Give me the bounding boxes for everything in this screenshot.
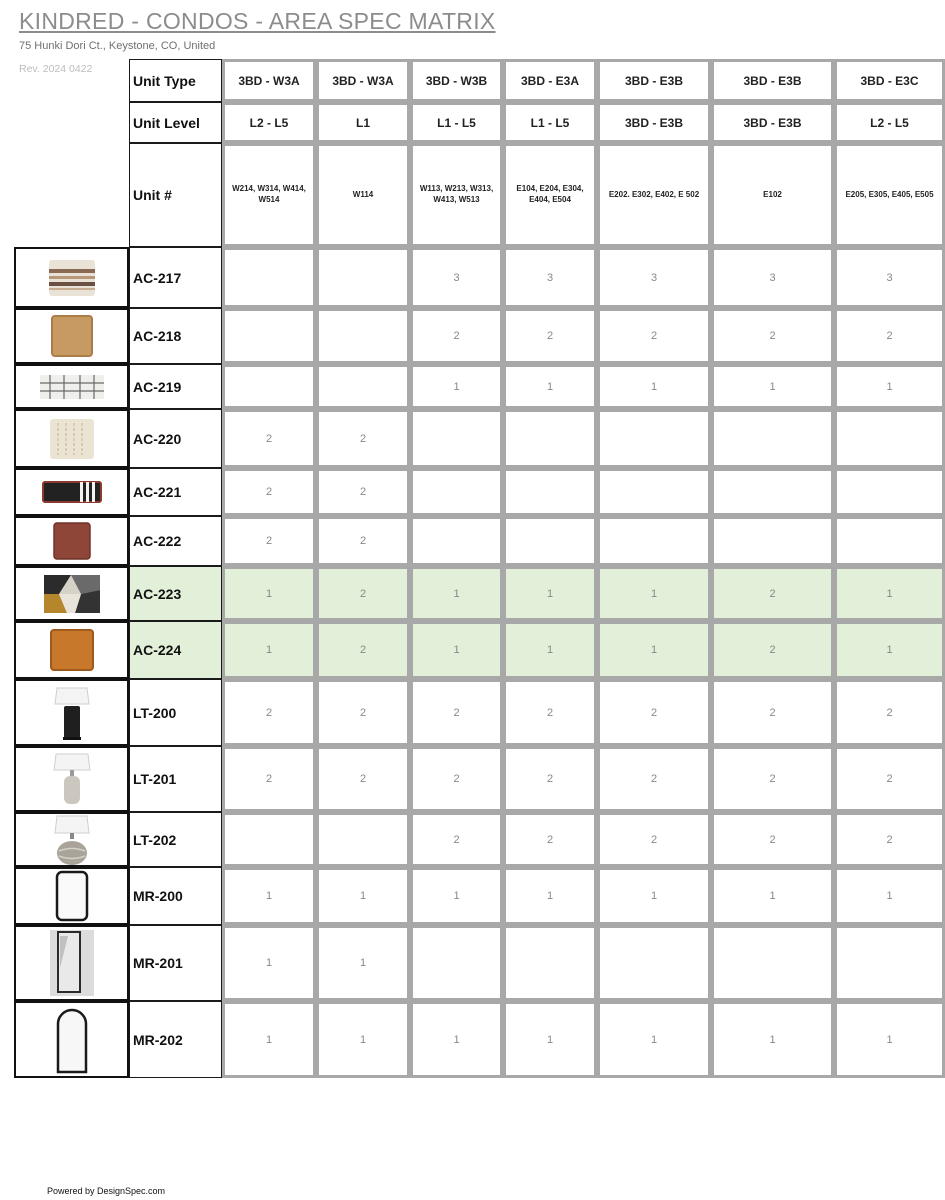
quantity-cell	[410, 409, 503, 468]
item-code: AC-217	[129, 247, 222, 308]
revision-label: Rev. 2024 0422	[19, 63, 93, 75]
quantity-cell: 2	[503, 746, 597, 812]
quantity-cell: 2	[503, 308, 597, 364]
quantity-cell: 1	[597, 364, 711, 409]
quantity-cell: 2	[222, 516, 316, 566]
page-title: KINDRED - CONDOS - AREA SPEC MATRIX	[19, 8, 496, 34]
quantity-cell: 1	[834, 621, 945, 679]
quantity-cell	[711, 925, 834, 1001]
column-header-units: W114	[316, 143, 410, 247]
quantity-cell: 1	[410, 867, 503, 925]
item-code: AC-223	[129, 566, 222, 621]
quantity-cell: 2	[834, 308, 945, 364]
quantity-cell: 2	[711, 812, 834, 867]
quantity-cell	[316, 812, 410, 867]
quantity-cell: 1	[222, 566, 316, 621]
quantity-cell	[316, 364, 410, 409]
quantity-cell: 2	[222, 679, 316, 746]
quantity-cell: 1	[503, 364, 597, 409]
column-header-units: E104, E204, E304, E404, E504	[503, 143, 597, 247]
quantity-cell	[834, 925, 945, 1001]
column-header-type: 3BD - W3A	[316, 59, 410, 102]
quantity-cell: 2	[711, 566, 834, 621]
quantity-cell: 1	[711, 364, 834, 409]
header-row-label: Unit Type	[129, 59, 222, 102]
quantity-cell	[410, 468, 503, 516]
column-header-level: 3BD - E3B	[711, 102, 834, 143]
column-header-type: 3BD - W3B	[410, 59, 503, 102]
quantity-cell: 1	[316, 1001, 410, 1078]
quantity-cell: 2	[597, 812, 711, 867]
quantity-cell: 2	[711, 679, 834, 746]
column-header-units: W214, W314, W414, W514	[222, 143, 316, 247]
quantity-cell: 1	[410, 1001, 503, 1078]
quantity-cell	[503, 468, 597, 516]
quantity-cell: 3	[503, 247, 597, 308]
item-code: AC-218	[129, 308, 222, 364]
quantity-cell: 2	[316, 566, 410, 621]
quantity-cell: 2	[222, 468, 316, 516]
quantity-cell: 2	[711, 308, 834, 364]
item-code: AC-224	[129, 621, 222, 679]
product-image	[14, 409, 129, 468]
column-header-level: L1 - L5	[410, 102, 503, 143]
product-image	[14, 468, 129, 516]
quantity-cell: 2	[834, 679, 945, 746]
product-image	[14, 364, 129, 409]
rounded-mirror-icon	[52, 869, 92, 923]
product-image	[14, 566, 129, 621]
quantity-cell	[597, 925, 711, 1001]
product-image	[14, 621, 129, 679]
item-code: MR-200	[129, 867, 222, 925]
quantity-cell: 1	[410, 621, 503, 679]
column-header-type: 3BD - E3B	[597, 59, 711, 102]
quantity-cell: 2	[316, 746, 410, 812]
quantity-cell	[222, 364, 316, 409]
quantity-cell: 2	[711, 746, 834, 812]
item-code: LT-201	[129, 746, 222, 812]
column-header-level: L2 - L5	[834, 102, 945, 143]
column-header-level: L1 - L5	[503, 102, 597, 143]
quantity-cell	[503, 925, 597, 1001]
orange-pillow-icon	[46, 626, 98, 674]
quantity-cell: 1	[597, 566, 711, 621]
quantity-cell: 2	[316, 468, 410, 516]
quantity-cell: 2	[410, 308, 503, 364]
quantity-cell: 3	[834, 247, 945, 308]
plaid-lumbar-pillow-icon	[37, 372, 107, 402]
quantity-cell: 2	[597, 308, 711, 364]
product-image	[14, 247, 129, 308]
item-code: LT-200	[129, 679, 222, 746]
quantity-cell: 1	[316, 867, 410, 925]
footer-credit: Powered by DesignSpec.com	[47, 1186, 166, 1196]
quantity-cell: 1	[597, 621, 711, 679]
quantity-cell	[834, 516, 945, 566]
quantity-cell: 1	[222, 621, 316, 679]
item-code: AC-219	[129, 364, 222, 409]
arched-mirror-icon	[52, 1004, 92, 1076]
quantity-cell: 1	[316, 925, 410, 1001]
column-header-units: W113, W213, W313, W413, W513	[410, 143, 503, 247]
column-header-type: 3BD - E3B	[711, 59, 834, 102]
quantity-cell: 1	[834, 867, 945, 925]
striped-pillow-icon	[46, 256, 98, 300]
quantity-cell	[711, 468, 834, 516]
quantity-cell: 3	[597, 247, 711, 308]
header-row-label: Unit #	[129, 143, 222, 247]
quantity-cell	[503, 409, 597, 468]
quantity-cell: 2	[410, 812, 503, 867]
item-code: AC-220	[129, 409, 222, 468]
quantity-cell: 2	[410, 679, 503, 746]
item-code: LT-202	[129, 812, 222, 867]
quantity-cell: 2	[222, 409, 316, 468]
product-image	[14, 925, 129, 1001]
quantity-cell: 2	[711, 621, 834, 679]
black-table-lamp-icon	[50, 684, 94, 742]
quantity-cell	[597, 468, 711, 516]
product-image	[14, 1001, 129, 1078]
quantity-cell	[222, 247, 316, 308]
quantity-cell: 2	[316, 679, 410, 746]
quantity-cell: 1	[834, 1001, 945, 1078]
column-header-type: 3BD - W3A	[222, 59, 316, 102]
quantity-cell	[597, 516, 711, 566]
quantity-cell: 2	[503, 679, 597, 746]
quantity-cell: 1	[711, 867, 834, 925]
quantity-cell: 2	[503, 812, 597, 867]
quantity-cell	[834, 468, 945, 516]
project-address: 75 Hunki Dori Ct., Keystone, CO, United	[19, 40, 216, 52]
column-header-type: 3BD - E3A	[503, 59, 597, 102]
rust-pillow-icon	[47, 519, 97, 563]
geometric-pillow-icon	[41, 572, 103, 616]
quantity-cell: 2	[410, 746, 503, 812]
quantity-cell: 3	[711, 247, 834, 308]
quantity-cell: 2	[834, 746, 945, 812]
quantity-cell: 3	[410, 247, 503, 308]
stone-table-lamp-icon	[50, 750, 94, 808]
quantity-cell	[222, 812, 316, 867]
quantity-cell	[316, 247, 410, 308]
item-code: AC-222	[129, 516, 222, 566]
quantity-cell: 1	[503, 867, 597, 925]
product-image	[14, 308, 129, 364]
quantity-cell: 2	[316, 516, 410, 566]
quantity-cell: 1	[834, 566, 945, 621]
item-code: AC-221	[129, 468, 222, 516]
quantity-cell	[222, 308, 316, 364]
quantity-cell	[711, 516, 834, 566]
quantity-cell: 2	[316, 409, 410, 468]
quantity-cell: 2	[222, 746, 316, 812]
column-header-units: E102	[711, 143, 834, 247]
floor-mirror-icon	[48, 928, 96, 998]
quantity-cell: 1	[410, 364, 503, 409]
quantity-cell	[597, 409, 711, 468]
quantity-cell: 2	[597, 679, 711, 746]
column-header-level: 3BD - E3B	[597, 102, 711, 143]
quantity-cell	[711, 409, 834, 468]
quantity-cell: 1	[222, 1001, 316, 1078]
quantity-cell: 1	[834, 364, 945, 409]
column-header-units: E202. E302, E402, E 502	[597, 143, 711, 247]
quantity-cell	[410, 516, 503, 566]
quantity-cell: 1	[222, 867, 316, 925]
quantity-cell: 1	[222, 925, 316, 1001]
product-image	[14, 746, 129, 812]
quantity-cell	[316, 308, 410, 364]
header-row-label: Unit Level	[129, 102, 222, 143]
quantity-cell	[410, 925, 503, 1001]
quantity-cell	[834, 409, 945, 468]
quantity-cell: 1	[711, 1001, 834, 1078]
column-header-type: 3BD - E3C	[834, 59, 945, 102]
quantity-cell: 2	[834, 812, 945, 867]
quantity-cell: 1	[597, 1001, 711, 1078]
quantity-cell: 1	[503, 566, 597, 621]
black-lumbar-pillow-icon	[40, 477, 104, 507]
quantity-cell: 1	[503, 621, 597, 679]
quantity-cell: 2	[316, 621, 410, 679]
item-code: MR-202	[129, 1001, 222, 1078]
quantity-cell: 1	[503, 1001, 597, 1078]
quantity-cell: 1	[410, 566, 503, 621]
round-stone-lamp-icon	[50, 813, 94, 867]
quantity-cell: 2	[597, 746, 711, 812]
product-image	[14, 679, 129, 746]
quantity-cell: 1	[597, 867, 711, 925]
tan-pillow-icon	[46, 313, 98, 359]
cream-knit-pillow-icon	[46, 415, 98, 463]
item-code: MR-201	[129, 925, 222, 1001]
product-image	[14, 812, 129, 867]
product-image	[14, 867, 129, 925]
quantity-cell	[503, 516, 597, 566]
column-header-level: L2 - L5	[222, 102, 316, 143]
product-image	[14, 516, 129, 566]
column-header-level: L1	[316, 102, 410, 143]
column-header-units: E205, E305, E405, E505	[834, 143, 945, 247]
